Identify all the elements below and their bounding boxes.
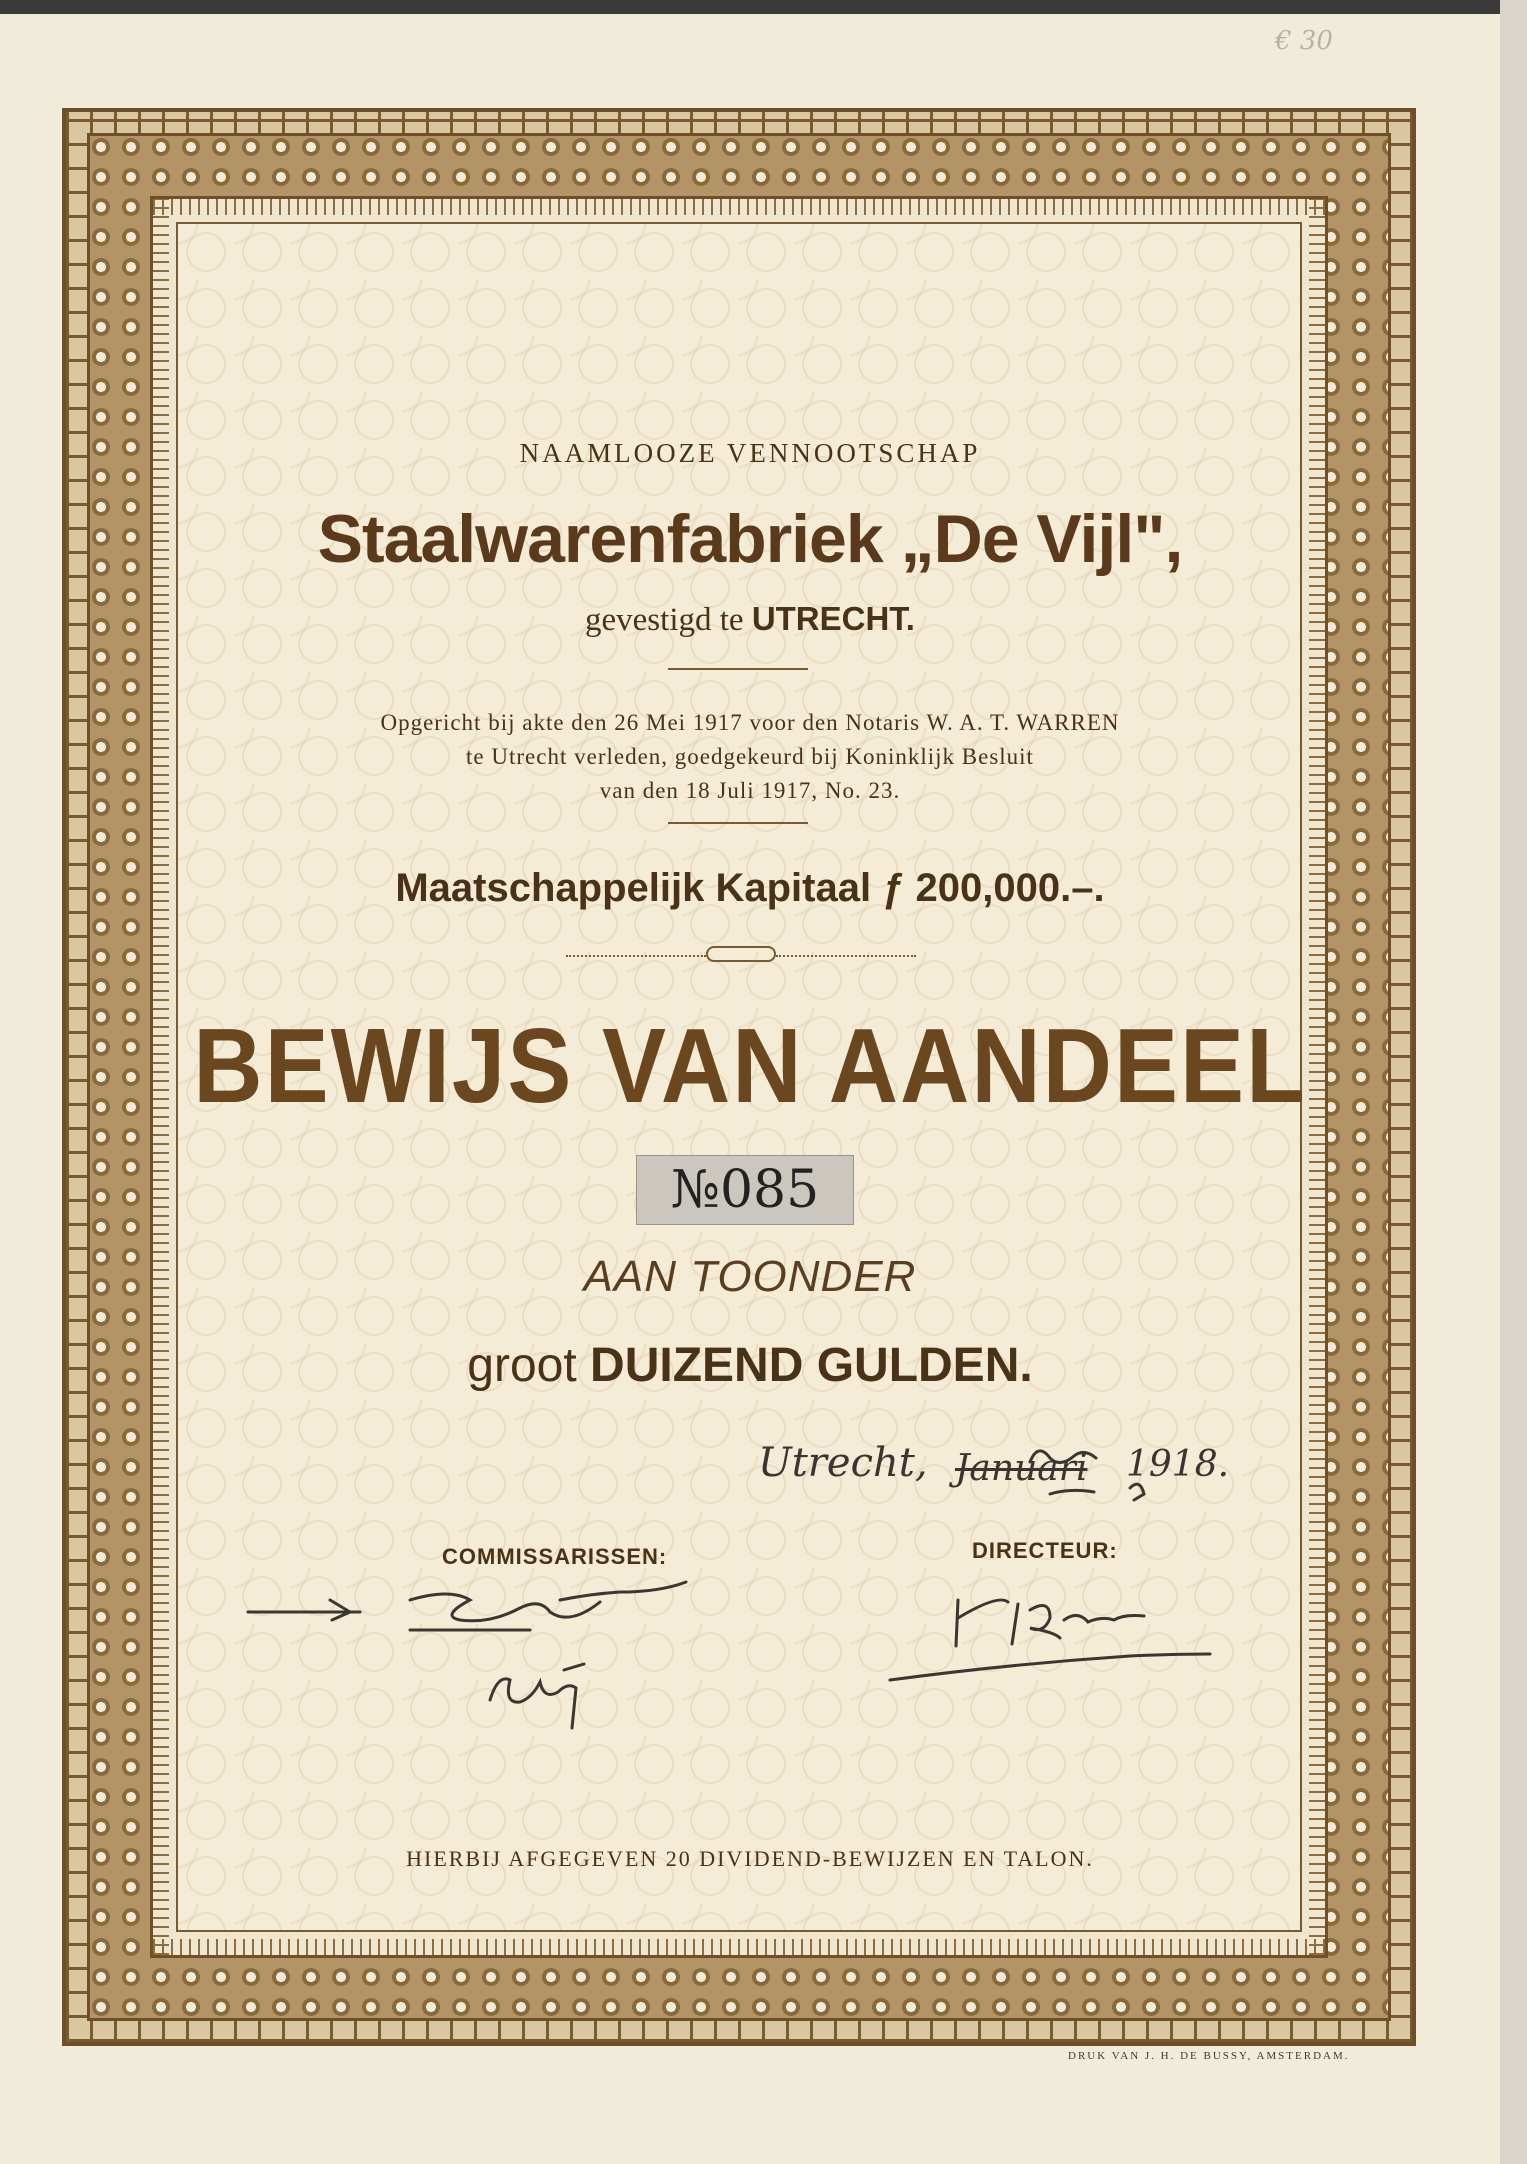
- company-seat: [0, 600, 1500, 639]
- coupons-note: HIERBIJ AFGEGEVEN 20 DIVIDEND-BEWIJZEN EN TALON.: [406, 1846, 1094, 1871]
- denomination-prefix: groot: [467, 1339, 577, 1392]
- denomination-line: [0, 1338, 1500, 1393]
- company-name: Staalwarenfabriek „De Vijl",: [317, 501, 1183, 577]
- scan-top-edge: [0, 0, 1527, 14]
- founding-line-1: Opgericht bij akte den 26 Mei 1917 voor den Notaris W. A. T. WARREN: [380, 710, 1120, 735]
- ornament-rule-left: [566, 955, 706, 957]
- denomination-amount: DUIZEND GULDEN.: [590, 1339, 1033, 1392]
- company-form: NAAMLOOZE VENNOOTSCHAP: [519, 438, 981, 468]
- share-capital: Maatschappelijk Kapitaal ƒ 200,000.–.: [395, 866, 1105, 910]
- bearer-line: AAN TOONDER: [583, 1252, 917, 1301]
- pencil-price-mark: € 30: [1275, 26, 1333, 56]
- divider-rule: [668, 822, 808, 824]
- handwritten-place: Utrecht,: [758, 1440, 928, 1486]
- divider-rule: [668, 668, 808, 670]
- certificate-title: BEWIJS VAN AANDEEL: [193, 1007, 1307, 1126]
- handwritten-year: 1918.: [1126, 1444, 1230, 1485]
- founding-line-3: van den 18 Juli 1917, No. 23.: [599, 778, 901, 803]
- ornament-rule-right: [776, 955, 916, 957]
- scan-right-edge: [1500, 0, 1527, 2164]
- ornament-knot-icon: [706, 946, 776, 962]
- certificate-number: №085: [636, 1155, 854, 1225]
- handwritten-month-struck: Januari: [955, 1448, 1088, 1489]
- director-label: DIRECTEUR:: [972, 1538, 1118, 1563]
- seat-prefix: gevestigd te: [585, 602, 744, 638]
- printer-imprint: DRUK VAN J. H. DE BUSSY, AMSTERDAM.: [1068, 2050, 1350, 2062]
- commissioners-label: COMMISSARISSEN:: [442, 1544, 668, 1569]
- founding-line-2: te Utrecht verleden, goedgekeurd bij Koninklijk Besluit: [466, 744, 1034, 769]
- seat-city: UTRECHT.: [751, 600, 915, 637]
